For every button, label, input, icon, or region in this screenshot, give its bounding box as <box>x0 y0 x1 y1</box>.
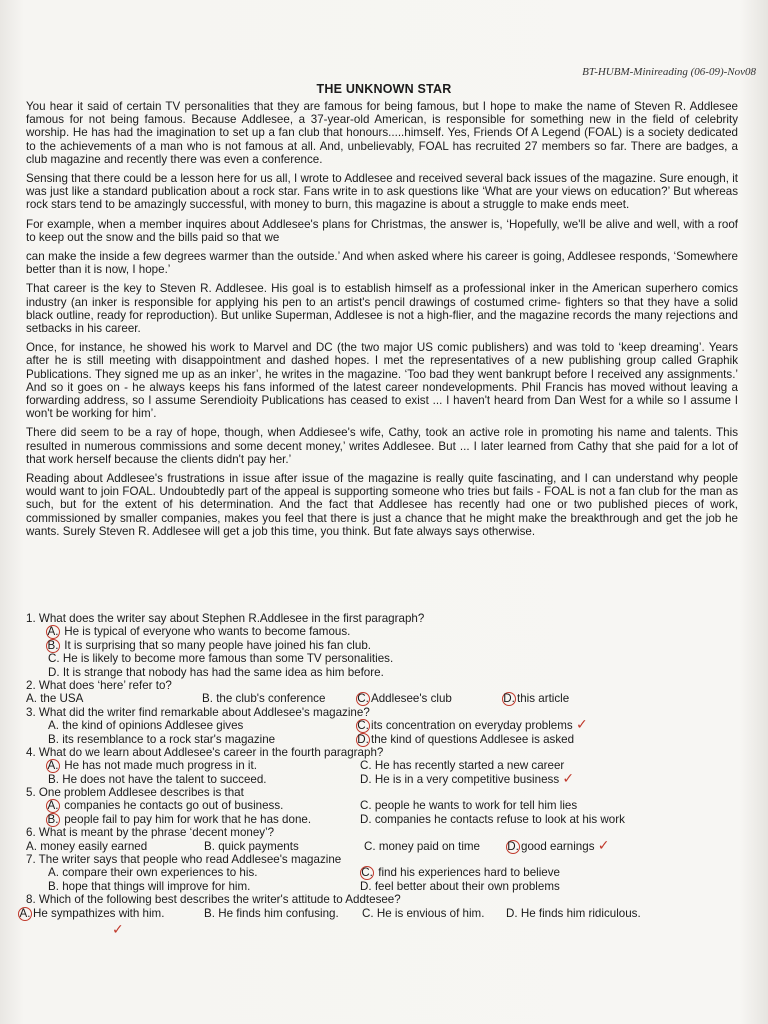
answer-circle: C. <box>361 866 373 880</box>
question-8-stem: 8. Which of the following best describes the writer's attitude to Addtesee? <box>26 893 401 907</box>
q4-option-d[interactable]: D. He is in a very competitive business ✓ <box>360 770 575 787</box>
answer-circle: B. <box>47 812 59 826</box>
q6-option-b[interactable]: B. quick payments <box>204 839 299 853</box>
q6-option-a[interactable]: A. money easily earned <box>26 839 148 853</box>
answer-circle: C. <box>357 719 369 733</box>
q2-option-b[interactable]: B. the club's conference <box>202 692 326 706</box>
answer-circle: C. <box>357 692 369 706</box>
q3-option-b[interactable]: B. its resemblance to a rock star's magazine <box>48 732 276 746</box>
q8-option-c[interactable]: C. He is envious of him. <box>362 906 485 920</box>
q1-option-d[interactable]: D. It is strange that nobody has had the same idea as him before. <box>48 665 384 679</box>
q5-option-d[interactable]: D. companies he contacts refuse to look at his work <box>360 812 625 826</box>
q1-option-b[interactable]: B. It is surprising that so many people have joined his fan club. <box>47 638 371 652</box>
q3-option-d[interactable]: D. the kind of questions Addlesee is asked <box>357 732 575 746</box>
reading-passage <box>26 100 738 544</box>
question-4-stem: 4. What do we learn about Addlesee's career in the fourth paragraph? <box>26 745 384 759</box>
paragraph-7: There did seem to be a ray of hope, though, when Addiesee's wife, Cathy, took an active role in promoting his name and talents. This resulted in numerous commissions and some decent money,’ writes Addlesee. But ... I later learned from Cathy that she paid for a lot of that work herself because the clients didn't pay her.’ <box>26 426 738 466</box>
q8-option-a[interactable]: A. He sympathizes with him. <box>19 906 165 920</box>
paragraph-6: Once, for instance, he showed his work to Marvel and DC (the two major US comic publishers) and was told to ‘keep dreaming’. Years after he is still meeting with disappointment and dashed hopes. I met the representatives of a new publishing group called Graphik Publications. They signed me up as an inker’, he writes in the magazine. ‘Too bad they went bankrupt before I received any assignments.’ And so it goes on - he always keeps his fans informed of the latest career nondevelopments. Phil Francis has moved without leaving a forwarding address, so I assume Serendioity Publications has ceased to exist ... I haven't heard from Dan West for a while so I assume I won't be working for him’. <box>26 341 738 421</box>
paragraph-4: can make the inside a few degrees warmer than the outside.’ And when asked where his career is going, Addlesee responds, ‘Somewhere better than it is now, I hope.’ <box>26 250 738 277</box>
correction-mark: ✓ <box>575 717 588 734</box>
q4-option-b[interactable]: B. He does not have the talent to succeed. <box>48 772 267 786</box>
paragraph-3: For example, when a member inquires about Addlesee's plans for Christmas, the answer is, ‘Hopefully, we'll be alive and well, with a roof to keep out the snow and the bills paid so that we <box>26 217 738 244</box>
answer-circle: A. <box>47 625 59 639</box>
q2-option-a[interactable]: A. the USA <box>26 692 84 706</box>
q7-option-a[interactable]: A. compare their own experiences to his. <box>48 866 258 880</box>
paragraph-1: You hear it said of certain TV personalities that they are famous for being famous, but I hope to make the name of Steven R. Addlesee famous for not being famous. Because Addlesee, a 37-year-old American, is responsible for something new in the field of celebrity worship. He has had the imagination to set up a fan club that honours.....himself. Yes, Friends Of A Legend (FOAL) is a society dedicated to the achievements of a man who is not famous at all. And, unbelievably, FOAL has recruited 27 members so far. There are badges, a club magazine and recently there was even a conference. <box>26 100 738 166</box>
document-code: BT-HUBM-Minireading (06-09)-Nov08 <box>582 66 756 78</box>
question-2-stem: 2. What does ‘here’ refer to? <box>26 678 172 692</box>
q6-option-c[interactable]: C. money paid on time <box>364 839 481 853</box>
question-list <box>19 612 738 940</box>
q3-option-a[interactable]: A. the kind of opinions Addlesee gives <box>48 719 244 733</box>
q1-option-c[interactable]: C. He is likely to become more famous than some TV personalities. <box>48 652 394 666</box>
q1-option-a[interactable]: A. He is typical of everyone who wants to become famous. <box>47 625 351 639</box>
check-mark: ✓ <box>562 770 575 787</box>
answer-circle: B. <box>47 638 59 652</box>
question-6-stem: 6. What is meant by the phrase ‘decent money’? <box>26 826 275 840</box>
q5-option-a[interactable]: A. companies he contacts go out of business. <box>47 799 284 813</box>
question-3-stem: 3. What did the writer find remarkable about Addlesee's magazine? <box>26 705 370 719</box>
q7-option-b[interactable]: B. hope that things will improve for him. <box>48 879 251 893</box>
q2-option-c[interactable]: C. Addlesee's club <box>357 692 452 706</box>
q7-option-d[interactable]: D. feel better about their own problems <box>360 879 560 893</box>
q6-option-d[interactable]: D. good earnings ✓ <box>507 837 610 854</box>
question-7-stem: 7. The writer says that people who read Addlesee's magazine <box>26 853 342 867</box>
answer-circle: A. <box>19 906 31 920</box>
question-1-stem: 1. What does the writer say about Stephen R.Addlesee in the first paragraph? <box>26 612 425 625</box>
paragraph-5: That career is the key to Steven R. Addlesee. His goal is to establish himself as a professional inker in the American superhero comics industry (an inker is responsible for applying his pen to an artist's pencil drawings of costumed crime- fighters so that they have a solid black outline, ready for reproduction). But unlike Superman, Addlesee is not a high-flier, and the magazine records the many rejections and setbacks in his career. <box>26 282 738 336</box>
answer-circle: D. <box>503 692 515 706</box>
q5-option-c[interactable]: C. people he wants to work for tell him lies <box>360 799 578 813</box>
q4-option-c[interactable]: C. He has recently started a new career <box>360 759 565 773</box>
check-mark: ✓ <box>597 837 610 854</box>
paragraph-2: Sensing that there could be a lesson here for us all, I wrote to Addlesee and received several back issues of the magazine. Sure enough, it was just like a standard publication about a rock star. Fans write in to ask questions like ‘What are your views on education?’ But whereas rock stars tend to be amazingly successful, with money to burn, this magazine is about a struggle to make ends meet. <box>26 172 738 212</box>
answer-circle: D. <box>507 839 519 853</box>
question-5-stem: 5. One problem Addlesee describes is that <box>26 786 244 800</box>
answer-circle: A. <box>47 799 59 813</box>
check-mark: ✓ <box>112 921 124 938</box>
q4-option-a[interactable]: A. He has not made much progress in it. <box>47 759 257 773</box>
q2-option-d[interactable]: D. this article <box>503 692 570 706</box>
answer-circle: A. <box>47 759 59 773</box>
q8-option-d[interactable]: D. He finds him ridiculous. <box>506 906 641 920</box>
q5-option-b[interactable]: B. people fail to pay him for work that he has done. <box>47 812 312 826</box>
paragraph-8: Reading about Addlesee's frustrations in issue after issue of the magazine is really quite fascinating, and I can understand why people would want to join FOAL. Undoubtedly part of the appeal is supporting someone who tries but fails - FOAL is not a fan club for the man as such, but for the extent of his determination. And the fact that Addlesee has recently had one or two published pieces of work, commissioned by smaller companies, makes you feel that there is just a chance that he might make the breakthrough and get the job he wants. Surely Steven R. Addlesee will get a job this time, you think. But fate always says otherwise. <box>26 472 738 538</box>
q8-option-b[interactable]: B. He finds him confusing. <box>204 906 339 920</box>
q3-option-c[interactable]: C. its concentration on everyday problems ✓ <box>357 717 588 734</box>
q7-option-c[interactable]: C. find his experiences hard to believe <box>361 866 560 880</box>
answer-circle: D. <box>357 732 369 746</box>
page-title: THE UNKNOWN STAR <box>316 82 452 96</box>
